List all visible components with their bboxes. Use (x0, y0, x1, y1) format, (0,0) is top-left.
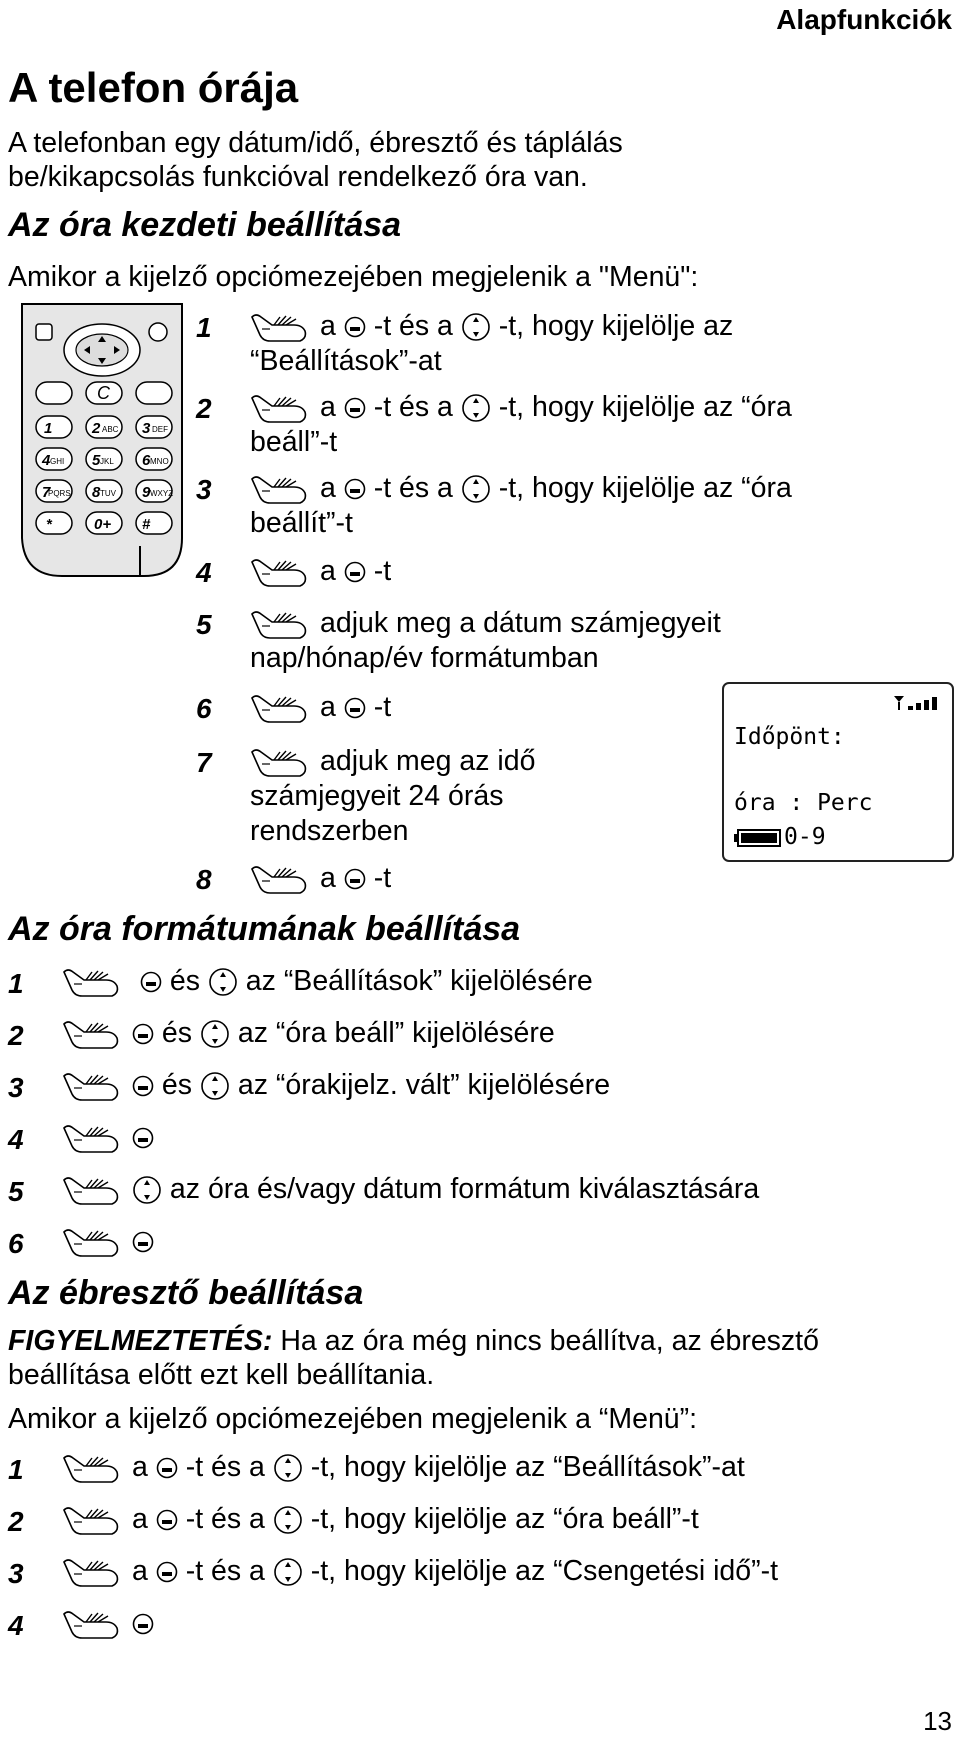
svg-text:C: C (97, 383, 110, 403)
softkey-icon (344, 478, 366, 500)
step-number: 7 (196, 747, 212, 778)
format-step-6 (62, 1224, 154, 1258)
softkey-icon (344, 697, 366, 719)
step-3-line: a -t és a -t, hogy kijelölje az “óra (250, 471, 792, 505)
svg-text:6: 6 (142, 452, 151, 469)
navigation-key-icon (461, 393, 491, 423)
step-8-line: a -t (250, 861, 391, 895)
svg-text:3: 3 (142, 420, 151, 437)
press-key-icon (250, 392, 310, 424)
svg-text:JKL: JKL (100, 457, 114, 466)
svg-text:#: # (142, 516, 151, 533)
display-line-1: Időpönt: (734, 724, 845, 750)
format-step-3: és az “órakijelz. vált” kijelölésére (62, 1068, 610, 1102)
step-7-line: adjuk meg az idő (250, 744, 535, 778)
press-key-icon (62, 1504, 122, 1536)
svg-text:ABC: ABC (102, 425, 119, 434)
press-key-icon (250, 473, 310, 505)
alarm-step-3: a -t és a -t, hogy kijelölje az “Csengetési idő”-t (62, 1554, 778, 1588)
display-line-3: 0-9 (784, 824, 826, 850)
press-key-icon (250, 746, 310, 778)
press-key-icon (62, 1018, 122, 1050)
svg-text:9: 9 (142, 484, 151, 501)
step-1-line: a -t és a -t, hogy kijelölje az (250, 309, 733, 343)
section-heading-format: Az óra formátumának beállítása (8, 910, 521, 948)
softkey-icon (156, 1509, 178, 1531)
step-number: 2 (196, 393, 212, 424)
warning-line-1: FIGYELMEZTETÉS: Ha az óra még nincs beállítva, az ébresztő (8, 1325, 819, 1357)
softkey-icon (132, 1231, 154, 1253)
press-key-icon (250, 608, 310, 640)
intro-line-2: be/kikapcsolás funkcióval rendelkező óra van. (8, 161, 588, 193)
step-2-line: a -t és a -t, hogy kijelölje az “óra (250, 390, 792, 424)
press-key-icon (250, 863, 310, 895)
press-key-icon (250, 556, 310, 588)
svg-text:MNO: MNO (150, 457, 169, 466)
step-4-line: a -t (250, 554, 391, 588)
alarm-step-2: a -t és a -t, hogy kijelölje az “óra beáll”-t (62, 1502, 699, 1536)
step-number: 6 (196, 693, 212, 724)
intro-line-1: A telefonban egy dátum/idő, ébresztő és táplálás (8, 127, 623, 159)
softkey-icon (132, 1023, 154, 1045)
softkey-icon (132, 1075, 154, 1097)
format-step-4 (62, 1120, 154, 1154)
softkey-icon (344, 397, 366, 419)
alarm-step-1: a -t és a -t, hogy kijelölje az “Beállítások”-at (62, 1450, 745, 1484)
format-step-2: és az “óra beáll” kijelölésére (62, 1016, 555, 1050)
svg-text:7: 7 (42, 484, 51, 501)
navigation-key-icon (200, 1071, 230, 1101)
step-number: 3 (8, 1072, 24, 1103)
step-number: 2 (8, 1020, 24, 1051)
press-key-icon (62, 1608, 122, 1640)
press-key-icon (250, 692, 310, 724)
svg-text:WXYZ: WXYZ (150, 489, 174, 498)
press-key-icon (62, 1226, 122, 1258)
step-number: 5 (196, 609, 212, 640)
step-number: 1 (8, 1454, 24, 1485)
softkey-icon (344, 868, 366, 890)
navigation-key-icon (273, 1453, 303, 1483)
press-key-icon (62, 1556, 122, 1588)
step-6-line: a -t (250, 690, 391, 724)
softkey-icon (344, 316, 366, 338)
phone-keypad-illustration (14, 302, 190, 582)
section-lead: Amikor a kijelző opciómezejében megjelenik a “Menü”: (8, 1403, 698, 1435)
svg-text:DEF: DEF (152, 425, 168, 434)
press-key-icon (250, 311, 310, 343)
step-continuation: rendszerben (250, 815, 409, 847)
phone-display (722, 682, 954, 862)
step-continuation: számjegyeit 24 órás (250, 780, 504, 812)
navigation-key-icon (461, 474, 491, 504)
section-header: Alapfunkciók (776, 4, 952, 35)
step-number: 5 (8, 1176, 24, 1207)
svg-text:8: 8 (92, 484, 101, 501)
svg-text:TUV: TUV (100, 489, 116, 498)
softkey-icon (156, 1561, 178, 1583)
svg-text:PQRS: PQRS (48, 489, 71, 498)
navigation-key-icon (273, 1505, 303, 1535)
navigation-key-icon (461, 312, 491, 342)
step-number: 4 (8, 1610, 24, 1641)
step-number: 2 (8, 1506, 24, 1537)
step-continuation: beáll”-t (250, 426, 338, 458)
softkey-icon (140, 971, 162, 993)
press-key-icon (62, 1174, 122, 1206)
svg-text:4: 4 (42, 452, 51, 469)
softkey-icon (344, 561, 366, 583)
section-lead: Amikor a kijelző opciómezejében megjelenik a "Menü": (8, 261, 699, 293)
press-key-icon (62, 966, 122, 998)
signal-strength-icon (892, 694, 944, 712)
navigation-key-icon (132, 1175, 162, 1205)
press-key-icon (62, 1452, 122, 1484)
softkey-icon (156, 1457, 178, 1479)
step-number: 4 (196, 557, 212, 588)
navigation-key-icon (208, 967, 238, 997)
svg-text:GHI: GHI (50, 457, 65, 466)
step-number: 1 (8, 968, 24, 999)
navigation-key-icon (200, 1019, 230, 1049)
svg-text:0+: 0+ (94, 516, 112, 533)
step-continuation: beállít”-t (250, 507, 353, 539)
section-heading-alarm: Az ébresztő beállítása (8, 1274, 364, 1312)
svg-text:5: 5 (92, 452, 101, 469)
warning-line-2: beállítása előtt ezt kell beállítania. (8, 1359, 435, 1391)
press-key-icon (62, 1122, 122, 1154)
softkey-icon (132, 1613, 154, 1635)
format-step-1: és az “Beállítások” kijelölésére (62, 964, 593, 998)
step-number: 1 (196, 312, 212, 343)
step-number: 6 (8, 1228, 24, 1259)
step-continuation: nap/hónap/év formátumban (250, 642, 599, 674)
softkey-icon (132, 1127, 154, 1149)
svg-text:1: 1 (44, 420, 53, 437)
step-number: 8 (196, 864, 212, 895)
navigation-key-icon (273, 1557, 303, 1587)
display-line-2: óra : Perc (734, 790, 873, 816)
alarm-step-4 (62, 1606, 154, 1640)
svg-text:2: 2 (92, 420, 101, 437)
svg-text:*: * (46, 516, 52, 533)
step-number: 4 (8, 1124, 24, 1155)
battery-icon (734, 828, 782, 848)
press-key-icon (62, 1070, 122, 1102)
page-title: A telefon órája (8, 64, 299, 111)
step-continuation: “Beállítások”-at (250, 345, 442, 377)
step-number: 3 (196, 474, 212, 505)
step-5-line: adjuk meg a dátum számjegyeit (250, 606, 721, 640)
section-heading-initial-setup: Az óra kezdeti beállítása (8, 206, 402, 244)
step-number: 3 (8, 1558, 24, 1589)
page-number: 13 (923, 1706, 952, 1736)
format-step-5: az óra és/vagy dátum formátum kiválasztására (62, 1172, 759, 1206)
